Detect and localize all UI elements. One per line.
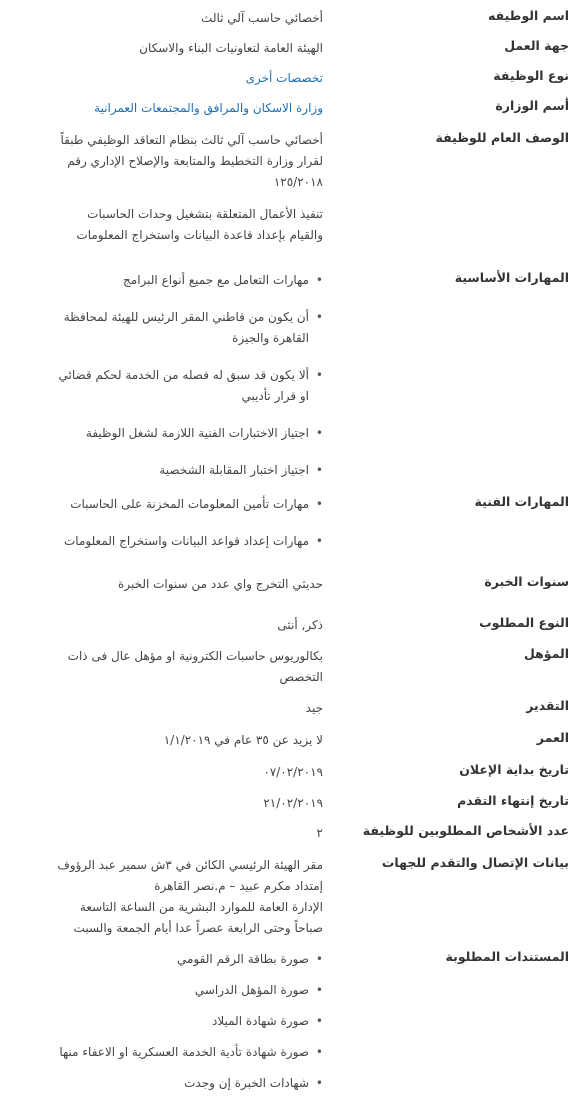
qualification-label: المؤهل [523, 646, 569, 661]
qualification-line: بكالوريوس حاسبات الكترونية او مؤهل عال فى ذات [67, 649, 323, 663]
grade-label: التقدير [526, 698, 569, 713]
bullet-icon: • [315, 273, 323, 287]
contact-line: الإدارة العامة للموارد البشرية من الساعة التاسعة [79, 900, 323, 914]
bullet-icon: • [315, 534, 323, 548]
description-line: ١٢٥/٢٠١٨ [273, 175, 323, 189]
list-item: • صورة بطاقة الرقم القومي [7, 949, 309, 970]
documents-list [7, 949, 323, 1094]
qualification-line: التخصص [279, 670, 323, 684]
description-value [7, 130, 323, 246]
contact-line: مقر الهيئة الرئيسي الكائن في ٣ش سمير عبد الرؤوف [57, 858, 323, 872]
end-date-label: تاريخ إنتهاء التقدم [457, 793, 569, 808]
contact-line: إمتداد مكرم عبيد – م.نصر القاهرة [154, 879, 323, 893]
documents-label: المستندات المطلوبة [445, 949, 569, 964]
core-skills-list [7, 270, 323, 481]
list-item: • صورة شهادة تأدية الخدمة العسكرية او الاعفاء منها [7, 1042, 309, 1063]
tech-skills-value [7, 494, 323, 552]
job-type-label: نوع الوظيفة [493, 68, 569, 83]
bullet-icon: • [315, 368, 323, 382]
list-item: • مهارات إعداد قواعد البيانات واستخراج المعلومات [7, 531, 309, 552]
experience-label: سنوات الخبرة [484, 574, 569, 589]
gender-label: النوع المطلوب [479, 615, 569, 630]
bullet-icon: • [315, 463, 323, 477]
tech-skills-list [7, 494, 323, 552]
end-date-value: ٢١/٠٢/٢٠١٩ [263, 796, 323, 810]
list-item: • شهادات الخبرة إن وجدت [7, 1073, 309, 1094]
employer-label: جهة العمل [504, 38, 569, 53]
job-type-link[interactable]: تخصصات أخرى [245, 71, 323, 85]
contact-value [7, 855, 323, 939]
description-line: والقيام بإعداد قاعدة البيانات واستخراج المعلومات [76, 228, 323, 242]
start-date-label: تاريخ بداية الإعلان [459, 762, 569, 777]
description-line: تنفيذ الأعمال المتعلقة بتشغيل وحدات الحاسبات [87, 207, 323, 221]
bullet-icon: • [315, 497, 323, 511]
core-skills-label: المهارات الأساسية [454, 270, 569, 285]
employer-value: الهيئة العامة لتعاونيات البناء والاسكان [139, 41, 323, 55]
contact-label: بيانات الإتصال والتقدم للجهات [381, 855, 569, 870]
bullet-icon: • [315, 1045, 323, 1059]
age-value: لا يزيد عن ٣٥ عام في ١/١/٢٠١٩ [163, 733, 323, 747]
list-item: • مهارات تأمين المعلومات المخزنة على الحاسبات [7, 494, 309, 515]
list-item: • مهارات التعامل مع جميع أنواع البرامج [7, 270, 309, 291]
description-label: الوصف العام للوظيفة [435, 130, 569, 145]
positions-value: ٢ [316, 826, 323, 840]
bullet-icon: • [315, 983, 323, 997]
contact-line: صباحاً وحتى الرابعة عصراً عدا أيام الجمعة والسبت [73, 921, 323, 935]
gender-value: ذكر, أنثى [277, 618, 323, 632]
grade-value: جيد [305, 701, 323, 715]
description-line: لقرار وزارة التخطيط والمتابعة والإصلاح الإداري رقم [67, 154, 323, 168]
list-item: • اجتياز الاختبارات الفنية اللازمة لشغل الوظيفة [7, 423, 309, 444]
documents-value [7, 949, 323, 1094]
bullet-icon: • [315, 952, 323, 966]
bullet-icon: • [315, 426, 323, 440]
core-skills-value [7, 270, 323, 481]
job-name-value: أخصائي حاسب آلي ثالث [201, 11, 323, 25]
tech-skills-label: المهارات الفنية [474, 494, 569, 509]
bullet-icon: • [315, 310, 323, 324]
ministry-link[interactable]: وزارة الاسكان والمرافق والمجتمعات العمرانية [94, 101, 323, 115]
list-item: • أن يكون من قاطني المقر الرئيس للهيئة لمحافظة القاهرة والجيزة [7, 307, 309, 349]
list-item: • اجتياز اختبار المقابلة الشخصية [7, 460, 309, 481]
job-name-label: اسم الوطيفه [488, 8, 569, 23]
bullet-icon: • [315, 1014, 323, 1028]
experience-value: حديثي التخرج واي عدد من سنوات الخبرة [118, 577, 323, 591]
list-item: • صورة المؤهل الدراسي [7, 980, 309, 1001]
start-date-value: ٠٧/٠٢/٢٠١٩ [263, 765, 323, 779]
age-label: العمر [536, 730, 569, 745]
list-item: • صورة شهادة الميلاد [7, 1011, 309, 1032]
list-item: • ألا يكون قد سبق له فصله من الخدمة لحكم قضائي او قرار تأديبي [7, 365, 309, 407]
description-line: أخصائي حاسب آلي ثالث بنظام التعاقد الوظيفي طبقاً [60, 133, 323, 147]
ministry-label: أسم الوزارة [495, 98, 569, 113]
qualification-value [7, 646, 323, 688]
positions-label: عدد الأشخاص المطلوبين للوظيفة [362, 823, 569, 838]
bullet-icon: • [315, 1076, 323, 1090]
